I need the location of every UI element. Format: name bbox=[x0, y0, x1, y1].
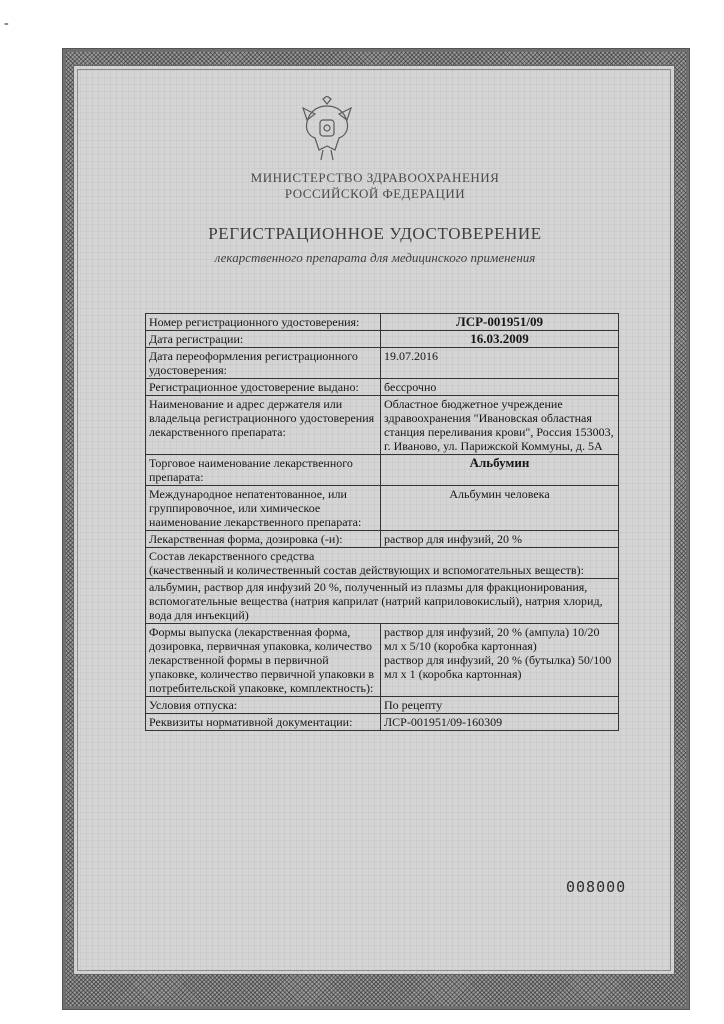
dispensing-conditions: По рецепту bbox=[381, 697, 619, 714]
table-row bbox=[146, 331, 619, 348]
registration-number: ЛСР-001951/09 bbox=[381, 314, 619, 331]
table-row bbox=[146, 455, 619, 486]
release-forms-cell bbox=[381, 624, 619, 697]
table-row bbox=[146, 314, 619, 331]
validity-term: бессрочно bbox=[381, 379, 619, 396]
serial-number: 008000 bbox=[566, 878, 627, 896]
ministry-name-line1: МИНИСТЕРСТВО ЗДРАВООХРАНЕНИЯ bbox=[250, 170, 500, 185]
table-row bbox=[146, 548, 619, 579]
release-form-ampoule: раствор для инфузий, 20 % (ампула) 10/20 мл х 5/10 (коробка картонная) bbox=[384, 625, 600, 653]
registration-date: 16.03.2009 bbox=[381, 331, 619, 348]
row-label: Лекарственная форма, дозировка (-и): bbox=[146, 531, 381, 548]
table-row bbox=[146, 531, 619, 548]
table-row bbox=[146, 396, 619, 455]
document-subtitle: лекарственного препарата для медицинского применения bbox=[214, 250, 536, 265]
row-label: Номер регистрационного удостоверения: bbox=[146, 314, 381, 331]
holder-name-address: Областное бюджетное учреждение здравоохранения "Ивановская областная станция переливания крови", Россия 153003, г. Иваново, ул. Парижской Коммуны, д. 5А bbox=[381, 396, 619, 455]
row-label: Международное непатентованное, или группировочное, или химическое наименование лекарственного препарата: bbox=[146, 486, 381, 531]
row-label: Торговое наименование лекарственного препарата: bbox=[146, 455, 381, 486]
composition-heading-cell bbox=[146, 548, 619, 579]
table-row bbox=[146, 579, 619, 624]
table-row bbox=[146, 486, 619, 531]
release-form-bottle: раствор для инфузий, 20 % (бутылка) 50/100 мл х 1 (коробка картонная) bbox=[384, 653, 612, 681]
ministry-name-line2: РОССИЙСКОЙ ФЕДЕРАЦИИ bbox=[284, 186, 466, 201]
coat-of-arms-icon bbox=[301, 96, 353, 162]
dosage-form: раствор для инфузий, 20 % bbox=[381, 531, 619, 548]
normative-doc-number: ЛСР-001951/09-160309 bbox=[381, 714, 619, 731]
trade-name: Альбумин bbox=[381, 455, 619, 486]
table-row bbox=[146, 714, 619, 731]
composition-subheading: (качественный и количественный состав действующих и вспомогательных веществ): bbox=[149, 563, 584, 577]
row-label: Реквизиты нормативной документации: bbox=[146, 714, 381, 731]
table-row bbox=[146, 697, 619, 714]
table-row bbox=[146, 348, 619, 379]
corner-mark: - bbox=[4, 16, 9, 31]
row-label: Наименование и адрес держателя или владельца регистрационного удостоверения лекарственного препарата: bbox=[146, 396, 381, 455]
table-row bbox=[146, 624, 619, 697]
document-title: РЕГИСТРАЦИОННОЕ УДОСТОВЕРЕНИЕ bbox=[208, 224, 542, 243]
composition-text: альбумин, раствор для инфузий 20 %, полученный из плазмы для фракционирования, вспомогательные вещества (натрия каприлат (натрий каприловокислый), натрия хлорид, вода для инъекций) bbox=[146, 579, 619, 624]
row-label: Условия отпуска: bbox=[146, 697, 381, 714]
composition-heading: Состав лекарственного средства bbox=[149, 549, 315, 563]
reissue-date: 19.07.2016 bbox=[381, 348, 619, 379]
table-row bbox=[146, 379, 619, 396]
row-label: Дата переоформления регистрационного удостоверения: bbox=[146, 348, 381, 379]
row-label: Регистрационное удостоверение выдано: bbox=[146, 379, 381, 396]
registration-table bbox=[145, 313, 619, 731]
row-label: Формы выпуска (лекарственная форма, дозировка, первичная упаковка, количество лекарственной формы в первичной упаковке, количество первичной упаковки в потребительской упаковке, комплектность): bbox=[146, 624, 381, 697]
row-label: Дата регистрации: bbox=[146, 331, 381, 348]
international-name: Альбумин человека bbox=[381, 486, 619, 531]
